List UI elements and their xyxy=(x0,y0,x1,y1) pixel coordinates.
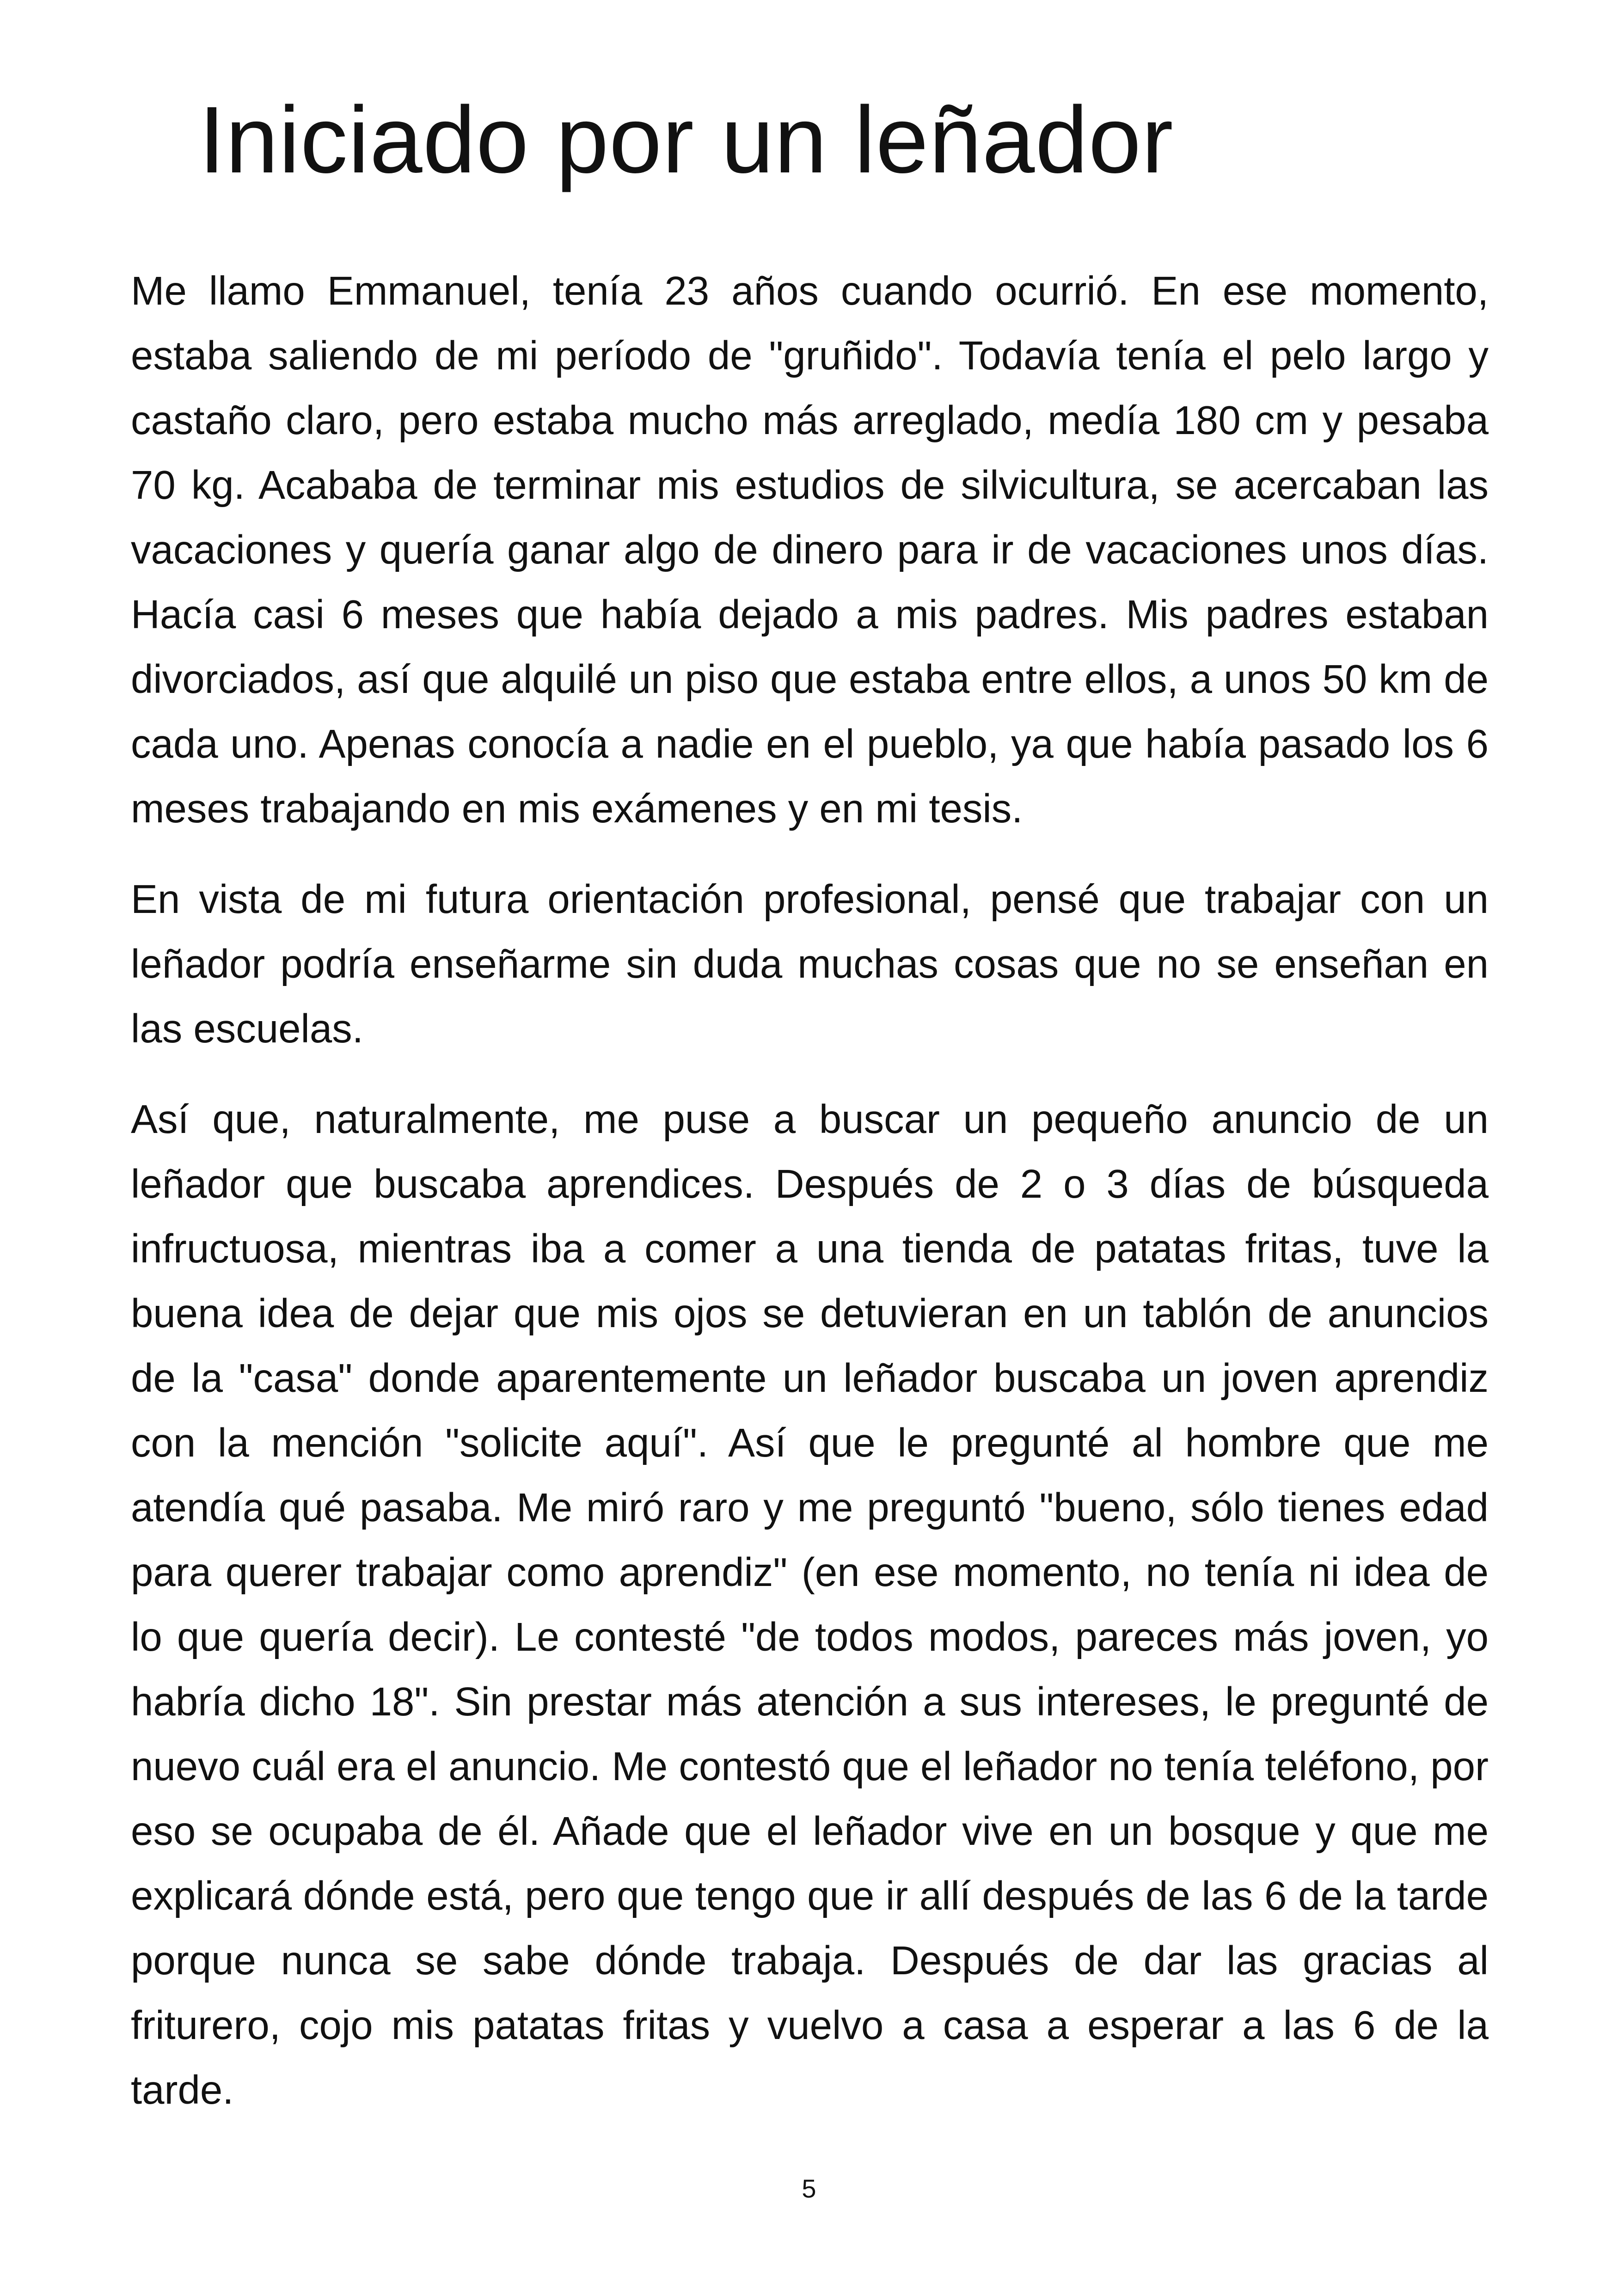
page-title: Iniciado por un leñador xyxy=(199,87,1174,193)
paragraph-3: Así que, naturalmente, me puse a buscar un pequeño anuncio de un leñador que buscaba aprendices. Después de 2 o 3 días de búsqueda infructuosa, mientras iba a comer a una tienda de patatas fritas, tuve la buena idea de dejar que mis ojos se detuvieran en un tablón de anuncios de la "casa" donde aparentemente un leñador buscaba un joven aprendiz con la mención "solicite aquí". Así que le pregunté al hombre que me atendía qué pasaba. Me miró raro y me preguntó "bueno, sólo tienes edad para querer trabajar como aprendiz" (en ese momento, no tenía ni idea de lo que quería decir). Le contesté "de todos modos, pareces más joven, yo habría dicho 18". Sin prestar más atención a sus intereses, le pregunté de nuevo cuál era el anuncio. Me contestó que el leñador no tenía teléfono, por eso se ocupaba de él. Añade que el leñador vive en un bosque y que me explicará dónde está, pero que tengo que ir allí después de las 6 de la tarde porque nunca se sabe dónde trabaja. Después de dar las gracias al friturero, cojo mis patatas fritas y vuelvo a casa a esperar a las 6 de la tarde. xyxy=(131,1097,1489,2112)
paragraph-2: En vista de mi futura orientación profesional, pensé que trabajar con un leñador podría enseñarme sin duda muchas cosas que no se enseñan en las escuelas. xyxy=(131,877,1489,1051)
paragraph-1: Me llamo Emmanuel, tenía 23 años cuando ocurrió. En ese momento, estaba saliendo de mi período de "gruñido". Todavía tenía el pelo largo y castaño claro, pero estaba mucho más arreglado, medía 180 cm y pesaba 70 kg. Acababa de terminar mis estudios de silvicultura, se acercaban las vacaciones y quería ganar algo de dinero para ir de vacaciones unos días. Hacía casi 6 meses que había dejado a mis padres. Mis padres estaban divorciados, así que alquilé un piso que estaba entre ellos, a unos 50 km de cada uno. Apenas conocía a nadie en el pueblo, ya que había pasado los 6 meses trabajando en mis exámenes y en mi tesis. xyxy=(131,269,1489,831)
page-number: 5 xyxy=(802,2174,816,2203)
body-text xyxy=(131,259,1489,2149)
